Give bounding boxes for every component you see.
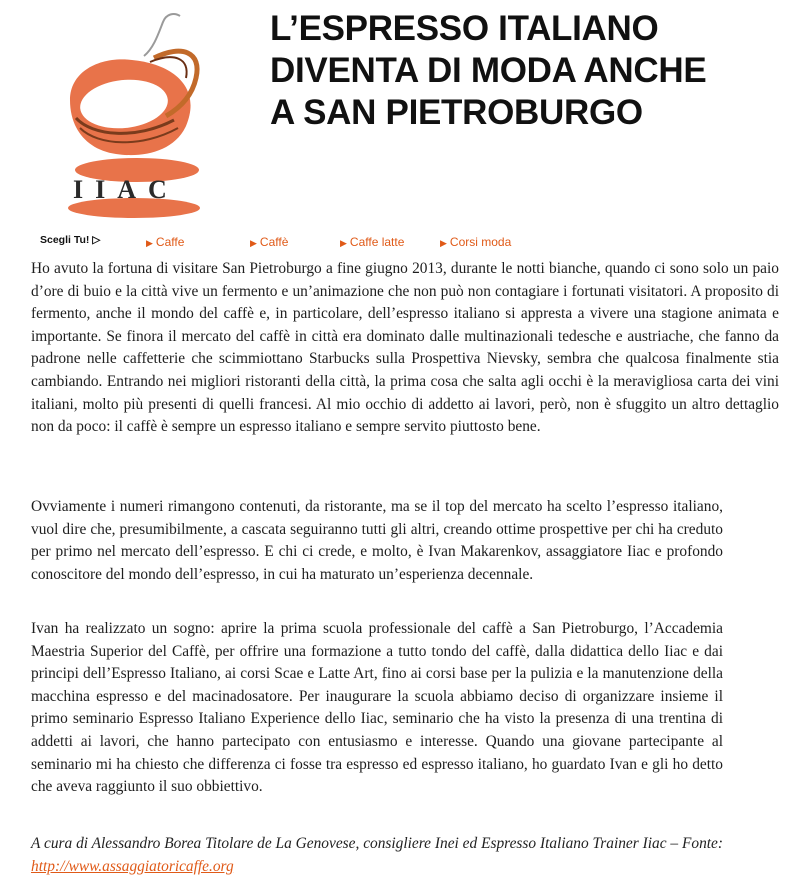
article-paragraph-1: Ho avuto la fortuna di visitare San Pietroburgo a fine giugno 2013, durante le notti bianche, quando ci sono solo un paio d’ore di buio e la città vive un fermento e un’animazione che non può non contagiare i fortunati visitatori. A proposito di fermento, anche il mondo del caffè e, in particolare, dell’espresso italiano si appresta a vivere una stagione animata e importante. Se finora il mercato del caffè in città era dominato dalle multinazionali tedesche e austriache, che fanno da padrone nelle caffetterie che scimmiottano Starbucks sulla Prospettiva Nievsky, sembra che qualcosa finalmente stia cambiando. Entrando nei migliori ristoranti della città, la prima cosa che salta agli occhi è la meravigliosa carta dei vini italiani, molto più presenti di quelli francesi. Al mio occhio di addetto ai lavori, però, non è sfuggito un altro dettaglio non da poco: il caffè è sempre un espresso italiano e sempre servito piuttosto bene. bbox=[31, 260, 779, 436]
article-paragraph-3: Ivan ha realizzato un sogno: aprire la prima scuola professionale del caffè a San Pietroburgo, l’Accademia Maestria Superior del Caffè, per offrire una formazione a tutto tondo del caffè, dalla didattica dello Iiac e dai principi dell’Espresso Italiano, ai corsi Scae e Latte Art, fino ai corsi base per la pulizia e la manutenzione della macchina espresso e del macinadosatore. Per inaugurare la scuola abbiamo deciso di organizzare insieme il primo seminario Espresso Italiano Experience dello Iiac, seminario che ha visto la presenza di una trentina di addetti ai lavori, che hanno partecipato con entusiasmo e interesse. Quando una giovane partecipante al seminario mi ha chiesto che differenza ci fosse tra espresso ed espresso italiano, ho guardato Ivan e gli ho detto che aveva raggiunto il suo obbiettivo. bbox=[31, 620, 723, 796]
play-triangle-icon: ▶ bbox=[146, 238, 153, 248]
article-paragraph-2: Ovviamente i numeri rimangono contenuti, da ristorante, ma se il top del mercato ha scelto l’espresso italiano, vuol dire che, presumibilmente, a cascata seguiranno tutti gli altri, creando ottime prospettive per chi ha creduto per primo nel mercato dell’espresso. E chi ci crede, e molto, è Ivan Makarenkov, assaggiatore Iiac e profondo conoscitore del mondo dell’espresso, in cui ha maturato un’esperienza decennale. bbox=[31, 498, 723, 583]
title-line-2: DIVENTA DI MODA ANCHE bbox=[270, 51, 707, 90]
source-link[interactable]: http://www.assaggiatoricaffe.org bbox=[31, 857, 234, 875]
nav-link-caffe-accent[interactable] bbox=[250, 235, 288, 249]
page-title bbox=[270, 8, 790, 134]
play-triangle-icon: ▶ bbox=[250, 238, 257, 248]
nav-link-corsi-moda[interactable] bbox=[440, 235, 511, 249]
nav-link-caffe-latte[interactable] bbox=[340, 235, 404, 249]
nav-link-label: Caffe latte bbox=[349, 235, 405, 249]
nav-link-label: Corsi moda bbox=[449, 235, 512, 249]
category-nav bbox=[0, 234, 800, 252]
credit-text: A cura di Alessandro Borea Titolare de La Genovese, consigliere Inei ed Espresso Italiano Trainer Iiac – Fonte: bbox=[31, 835, 723, 852]
title-line-1: L’ESPRESSO ITALIANO bbox=[270, 9, 659, 48]
article-credit bbox=[31, 833, 723, 878]
nav-link-label: Caffè bbox=[259, 235, 289, 249]
nav-link-label: Caffe bbox=[155, 235, 185, 249]
choose-label: Scegli Tu! ▷ bbox=[40, 234, 101, 246]
play-triangle-icon: ▶ bbox=[340, 238, 347, 248]
title-line-3: A SAN PIETROBURGO bbox=[270, 93, 643, 132]
play-triangle-icon: ▶ bbox=[440, 238, 447, 248]
nav-link-caffe[interactable] bbox=[146, 235, 184, 249]
logo-text: IIAC bbox=[73, 175, 179, 204]
